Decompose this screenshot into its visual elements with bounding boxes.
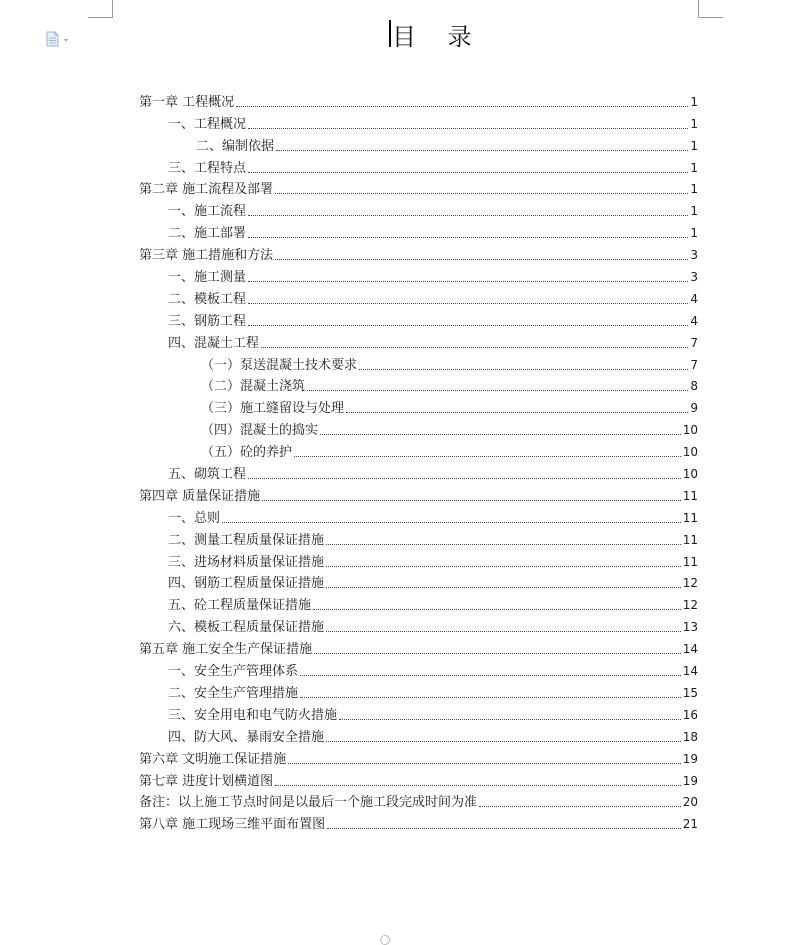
toc-page-number: 1 <box>690 138 698 153</box>
toc-entry-title: 三、进场材料质量保证措施 <box>168 554 325 570</box>
toc-entry[interactable] <box>139 176 698 198</box>
toc-page-number: 10 <box>682 445 698 460</box>
toc-entry[interactable] <box>139 504 698 526</box>
toc-entry-title: 二、安全生产管理措施 <box>168 685 299 701</box>
toc-entry[interactable] <box>139 570 698 592</box>
toc-entry-title: （四）混凝土的捣实 <box>201 423 319 439</box>
toc-entry-title: 第二章 施工流程及部署 <box>139 182 274 198</box>
toc-page-number: 12 <box>682 576 698 591</box>
toc-page-number: 3 <box>690 248 698 263</box>
toc-entry[interactable] <box>139 789 698 811</box>
toc-entry[interactable] <box>139 394 698 416</box>
toc-entry[interactable] <box>139 416 698 438</box>
toc-entry-title: 第四章 质量保证措施 <box>139 488 261 504</box>
toc-page-number: 15 <box>682 685 698 700</box>
toc-page-number: 4 <box>690 291 698 306</box>
toc-page-number: 18 <box>682 729 698 744</box>
toc-dot-leader <box>326 630 681 632</box>
toc-page-number: 14 <box>682 664 698 679</box>
toc-page-number: 11 <box>682 510 698 525</box>
document-icon[interactable] <box>45 31 73 47</box>
toc-page-number: 1 <box>690 94 698 109</box>
toc-entry[interactable] <box>139 154 698 176</box>
toc-entry[interactable] <box>139 285 698 307</box>
toc-entry-title: 四、混凝土工程 <box>168 335 260 351</box>
toc-dot-leader <box>222 521 681 523</box>
toc-entry-title: 三、钢筋工程 <box>168 313 247 329</box>
toc-page-number: 9 <box>690 401 698 416</box>
toc-entry-title: 二、编制依据 <box>196 138 275 154</box>
toc-dot-leader <box>276 149 688 151</box>
toc-page-number: 19 <box>682 751 698 766</box>
toc-dot-leader <box>248 477 681 479</box>
toc-page-number: 14 <box>682 642 698 657</box>
toc-page-number: 12 <box>682 598 698 613</box>
toc-dot-leader <box>262 499 681 501</box>
toc-page-number: 8 <box>690 379 698 394</box>
toc-dot-leader <box>314 652 681 654</box>
toc-dot-leader <box>294 455 681 457</box>
toc-entry-title: 一、施工测量 <box>168 270 247 286</box>
toc-entry-title: （三）施工缝留设与处理 <box>201 401 345 417</box>
toc-dot-leader <box>326 565 681 567</box>
toc-dot-leader <box>326 586 681 588</box>
toc-entry[interactable] <box>139 657 698 679</box>
toc-entry[interactable] <box>139 132 698 154</box>
toc-page-number: 1 <box>690 226 698 241</box>
toc-entry-title: 六、模板工程质量保证措施 <box>168 620 325 636</box>
toc-entry[interactable] <box>139 613 698 635</box>
toc-entry[interactable] <box>139 351 698 373</box>
toc-page-number: 3 <box>690 270 698 285</box>
toc-entry[interactable] <box>139 197 698 219</box>
toc-entry[interactable] <box>139 329 698 351</box>
toc-page-number: 11 <box>682 488 698 503</box>
page-indicator <box>380 935 390 945</box>
crop-mark-top-left <box>88 0 113 18</box>
toc-entry-title: 四、钢筋工程质量保证措施 <box>168 576 325 592</box>
toc-entry[interactable] <box>139 526 698 548</box>
toc-page-number: 11 <box>682 554 698 569</box>
page-title: 目 录 <box>392 23 484 51</box>
text-cursor <box>389 20 391 47</box>
toc-dot-leader <box>275 192 688 194</box>
toc-dot-leader <box>346 411 688 413</box>
toc-dot-leader <box>236 105 688 107</box>
toc-entry-title: 一、施工流程 <box>168 204 247 220</box>
table-of-contents <box>139 88 698 832</box>
toc-entry[interactable] <box>139 219 698 241</box>
toc-dot-leader <box>307 389 688 391</box>
toc-entry[interactable] <box>139 548 698 570</box>
toc-entry-title: 三、工程特点 <box>168 160 247 176</box>
toc-entry-title: 二、模板工程 <box>168 291 247 307</box>
toc-entry-title: 二、测量工程质量保证措施 <box>168 532 325 548</box>
toc-entry[interactable] <box>139 723 698 745</box>
toc-page-number: 21 <box>682 817 698 832</box>
toc-entry-title: 五、砼工程质量保证措施 <box>168 598 312 614</box>
toc-entry[interactable] <box>139 701 698 723</box>
toc-entry-title: 四、防大风、暴雨安全措施 <box>168 729 325 745</box>
toc-dot-leader <box>339 718 681 720</box>
toc-dot-leader <box>300 696 681 698</box>
toc-dot-leader <box>320 433 681 435</box>
toc-dot-leader <box>248 324 688 326</box>
toc-entry-title: 备注：以上施工节点时间是以最后一个施工段完成时间为准 <box>139 795 478 811</box>
toc-page-number: 7 <box>690 335 698 350</box>
toc-dot-leader <box>359 368 688 370</box>
toc-dot-leader <box>326 543 681 545</box>
toc-page-number: 1 <box>690 160 698 175</box>
toc-dot-leader <box>300 674 681 676</box>
toc-entry-title: 一、总则 <box>168 510 221 526</box>
toc-dot-leader <box>248 302 688 304</box>
toc-page-number: 16 <box>682 707 698 722</box>
toc-entry-title: （二）混凝土浇筑 <box>201 379 306 395</box>
toc-dot-leader <box>261 346 688 348</box>
toc-entry[interactable] <box>139 110 698 132</box>
toc-entry[interactable] <box>139 307 698 329</box>
toc-dot-leader <box>248 171 688 173</box>
toc-page-number: 1 <box>690 116 698 131</box>
toc-dot-leader <box>288 762 681 764</box>
toc-entry[interactable] <box>139 373 698 395</box>
toc-entry[interactable] <box>139 679 698 701</box>
toc-entry-title: 第三章 施工措施和方法 <box>139 248 274 264</box>
toc-page-number: 4 <box>690 313 698 328</box>
toc-page-number: 10 <box>682 423 698 438</box>
toc-page-number: 7 <box>690 357 698 372</box>
toc-dot-leader <box>479 805 681 807</box>
toc-entry[interactable] <box>139 767 698 789</box>
toc-entry[interactable] <box>139 810 698 832</box>
toc-entry-title: 第五章 施工安全生产保证措施 <box>139 642 313 658</box>
toc-page-number: 1 <box>690 182 698 197</box>
crop-mark-top-right <box>698 0 723 18</box>
toc-page-number: 20 <box>682 795 698 810</box>
toc-entry-title: 一、安全生产管理体系 <box>168 664 299 680</box>
toc-dot-leader <box>313 608 681 610</box>
toc-dot-leader <box>248 214 688 216</box>
toc-page-number: 13 <box>682 620 698 635</box>
toc-dot-leader <box>275 258 688 260</box>
toc-entry[interactable] <box>139 241 698 263</box>
toc-dot-leader <box>248 280 688 282</box>
toc-entry-title: 五、砌筑工程 <box>168 467 247 483</box>
toc-dot-leader <box>327 827 681 829</box>
toc-entry[interactable] <box>139 745 698 767</box>
toc-entry-title: 第七章 进度计划横道图 <box>139 773 274 789</box>
toc-entry[interactable] <box>139 460 698 482</box>
toc-entry-title: （一）泵送混凝土技术要求 <box>201 357 358 373</box>
toc-entry-title: （五）砼的养护 <box>201 445 293 461</box>
toc-entry[interactable] <box>139 591 698 613</box>
toc-entry[interactable] <box>139 438 698 460</box>
toc-dot-leader <box>248 236 688 238</box>
toc-page-number: 1 <box>690 204 698 219</box>
toc-page-number: 19 <box>682 773 698 788</box>
toc-entry[interactable] <box>139 263 698 285</box>
toc-entry-title: 三、安全用电和电气防火措施 <box>168 707 338 723</box>
toc-entry-title: 第一章 工程概况 <box>139 94 235 110</box>
toc-entry[interactable] <box>139 635 698 657</box>
toc-entry[interactable] <box>139 88 698 110</box>
toc-page-number: 10 <box>682 467 698 482</box>
toc-dot-leader <box>275 784 681 786</box>
toc-dot-leader <box>248 127 688 129</box>
toc-entry[interactable] <box>139 482 698 504</box>
toc-page-number: 11 <box>682 532 698 547</box>
toc-entry-title: 第八章 施工现场三维平面布置图 <box>139 817 326 833</box>
toc-entry-title: 二、施工部署 <box>168 226 247 242</box>
toc-entry-title: 第六章 文明施工保证措施 <box>139 751 287 767</box>
toc-dot-leader <box>326 740 681 742</box>
toc-entry-title: 一、工程概况 <box>168 116 247 132</box>
